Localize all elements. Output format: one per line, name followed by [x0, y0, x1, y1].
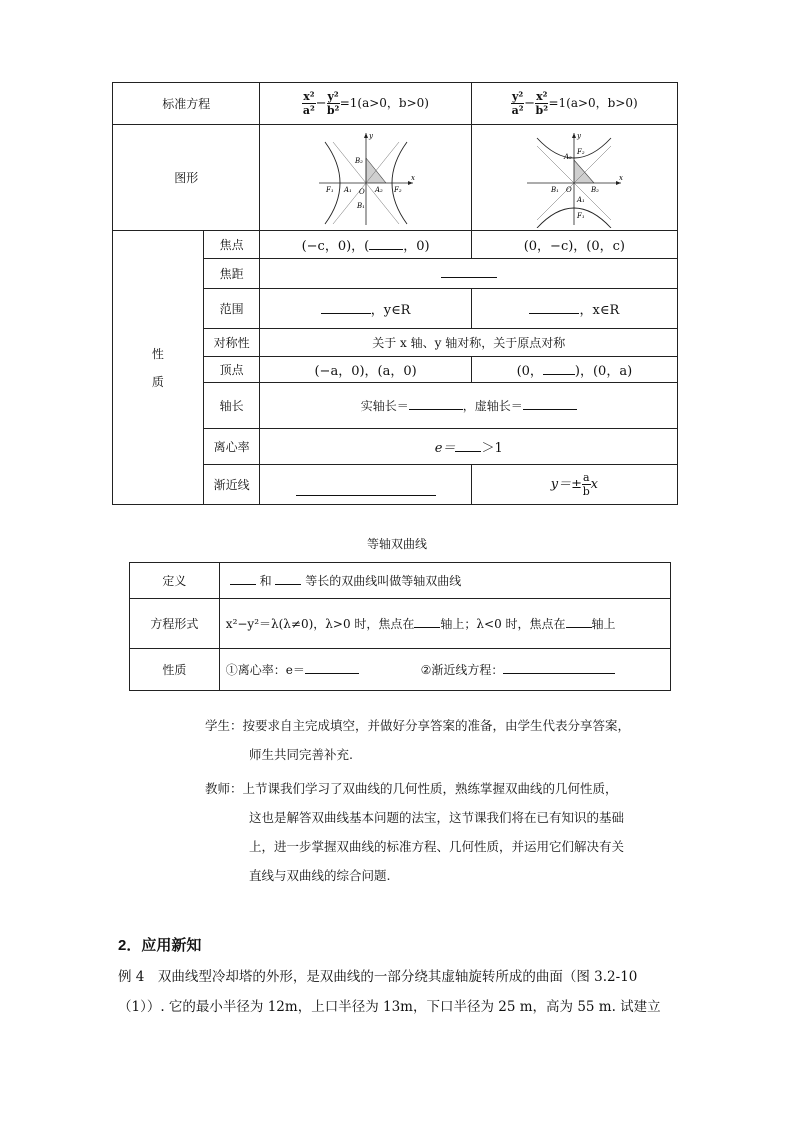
focus-vertical: (0，−c)，(0，c)	[471, 231, 677, 259]
svg-text:B₂: B₂	[591, 185, 600, 194]
horizontal-hyperbola-figure	[311, 128, 421, 228]
student-paragraph	[205, 711, 630, 769]
label-focal-distance: 焦距	[203, 259, 260, 289]
label-standard-equation: 标准方程	[113, 83, 260, 125]
graph-horizontal-hyperbola	[260, 125, 471, 231]
label-eq-properties: 性质	[130, 649, 220, 691]
svg-text:A₂: A₂	[564, 152, 573, 161]
label-eccentricity: 离心率	[203, 429, 260, 465]
symmetry-value: 关于 x 轴、y 轴对称，关于原点对称	[260, 329, 678, 357]
row-definition	[130, 563, 671, 599]
row-graph	[113, 125, 678, 231]
svg-text:B₁: B₁	[356, 201, 365, 210]
focal-distance-blank	[260, 259, 678, 289]
svg-text:y: y	[368, 131, 373, 140]
range-horizontal: ，y∈R	[260, 289, 471, 329]
svg-text:F₂: F₂	[577, 147, 586, 156]
label-equation-form: 方程形式	[130, 599, 220, 649]
svg-text:F₁: F₁	[325, 185, 334, 194]
label-axis-length: 轴长	[203, 383, 260, 429]
label-vertices: 顶点	[203, 357, 260, 383]
label-focus: 焦点	[203, 231, 260, 259]
vertical-hyperbola-figure	[519, 128, 629, 228]
teacher-line-1: 上节课我们学习了双曲线的几何性质，熟练掌握双曲线的几何性质，	[242, 781, 618, 796]
row-equation-form	[130, 599, 671, 649]
row-standard-equation	[113, 83, 678, 125]
student-line-1: 按要求自主完成填空，并做好分享答案的准备，由学生代表分享答案，	[242, 718, 631, 733]
axis-length-value: 实轴长＝ ，虚轴长＝	[260, 383, 678, 429]
svg-text:B₂: B₂	[354, 156, 363, 165]
svg-text:O: O	[358, 187, 365, 196]
example-paragraph	[118, 962, 661, 1022]
eq-properties-value: ①离心率：e＝ ②渐近线方程：	[219, 649, 670, 691]
svg-text:y: y	[577, 131, 582, 140]
definition-value: 和 等长的双曲线叫做等轴双曲线	[219, 563, 670, 599]
equation-vertical: $\frac{\text{y²}}{\text{a²}}$ − $\frac{\text{x²}}{\text{b²}}$ =1(a>0，b>0)	[471, 83, 677, 125]
equilateral-hyperbola-table	[129, 562, 671, 691]
label-definition: 定义	[130, 563, 220, 599]
asymptote-vertical: y＝± $\frac{a}{b}$ x	[471, 465, 677, 505]
svg-text:x: x	[410, 173, 415, 182]
svg-text:F₁: F₁	[577, 211, 586, 220]
equation-form-value: x²−y²＝λ(λ≠0)，λ>0 时，焦点在 轴上；λ<0 时，焦点在 轴上	[219, 599, 670, 649]
svg-text:A₁: A₁	[577, 195, 586, 204]
student-line-2: 师生共同完善补充.	[249, 747, 353, 762]
teacher-line-2: 这也是解答双曲线基本问题的法宝，这节课我们将在已有知识的基础	[249, 810, 625, 825]
example-line-2: （1））. 它的最小半径为 12m，上口半径为 13m，下口半径为 25 m，高为 55 m. 试建立	[118, 999, 661, 1015]
equation-horizontal: $\frac{\text{x²}}{\text{a²}}$ − $\frac{\text{y²}}{\text{b²}}$ =1(a>0，b>0)	[260, 83, 471, 125]
teacher-line-3: 上，进一步掌握双曲线的标准方程、几何性质，并运用它们解决有关	[249, 839, 625, 854]
vertices-horizontal: (−a，0)，(a，0)	[260, 357, 471, 383]
label-properties: 性质	[113, 231, 204, 505]
label-symmetry: 对称性	[203, 329, 260, 357]
svg-text:O: O	[566, 185, 573, 194]
section-title: 2．应用新知	[118, 937, 202, 954]
svg-text:A₂: A₂	[374, 185, 383, 194]
svg-text:x: x	[619, 173, 624, 182]
example-line-1: 例 4 双曲线型冷却塔的外形，是双曲线的一部分绕其虚轴旋转所成的曲面（图 3.2-10	[118, 969, 638, 985]
teacher-line-4: 直线与双曲线的综合问题.	[249, 868, 391, 883]
vertices-vertical: (0， )，(0，a)	[471, 357, 677, 383]
student-label: 学生：	[205, 718, 243, 733]
svg-text:B₁: B₁	[551, 185, 560, 194]
equilateral-hyperbola-title: 等轴双曲线	[366, 537, 427, 551]
label-asymptote: 渐近线	[203, 465, 260, 505]
teacher-label: 教师：	[205, 781, 243, 796]
asymptote-horizontal	[260, 465, 471, 505]
graph-vertical-hyperbola	[471, 125, 677, 231]
label-range: 范围	[203, 289, 260, 329]
focus-horizontal: (−c，0)，( ，0)	[260, 231, 471, 259]
label-graph: 图形	[113, 125, 260, 231]
row-eq-properties	[130, 649, 671, 691]
svg-text:A₁: A₁	[343, 185, 352, 194]
svg-text:F₂: F₂	[393, 185, 402, 194]
hyperbola-properties-table	[112, 82, 678, 505]
range-vertical: ，x∈R	[471, 289, 677, 329]
eccentricity-value: e＝ ＞1	[260, 429, 678, 465]
row-focus	[113, 231, 678, 259]
teacher-paragraph	[205, 774, 624, 890]
